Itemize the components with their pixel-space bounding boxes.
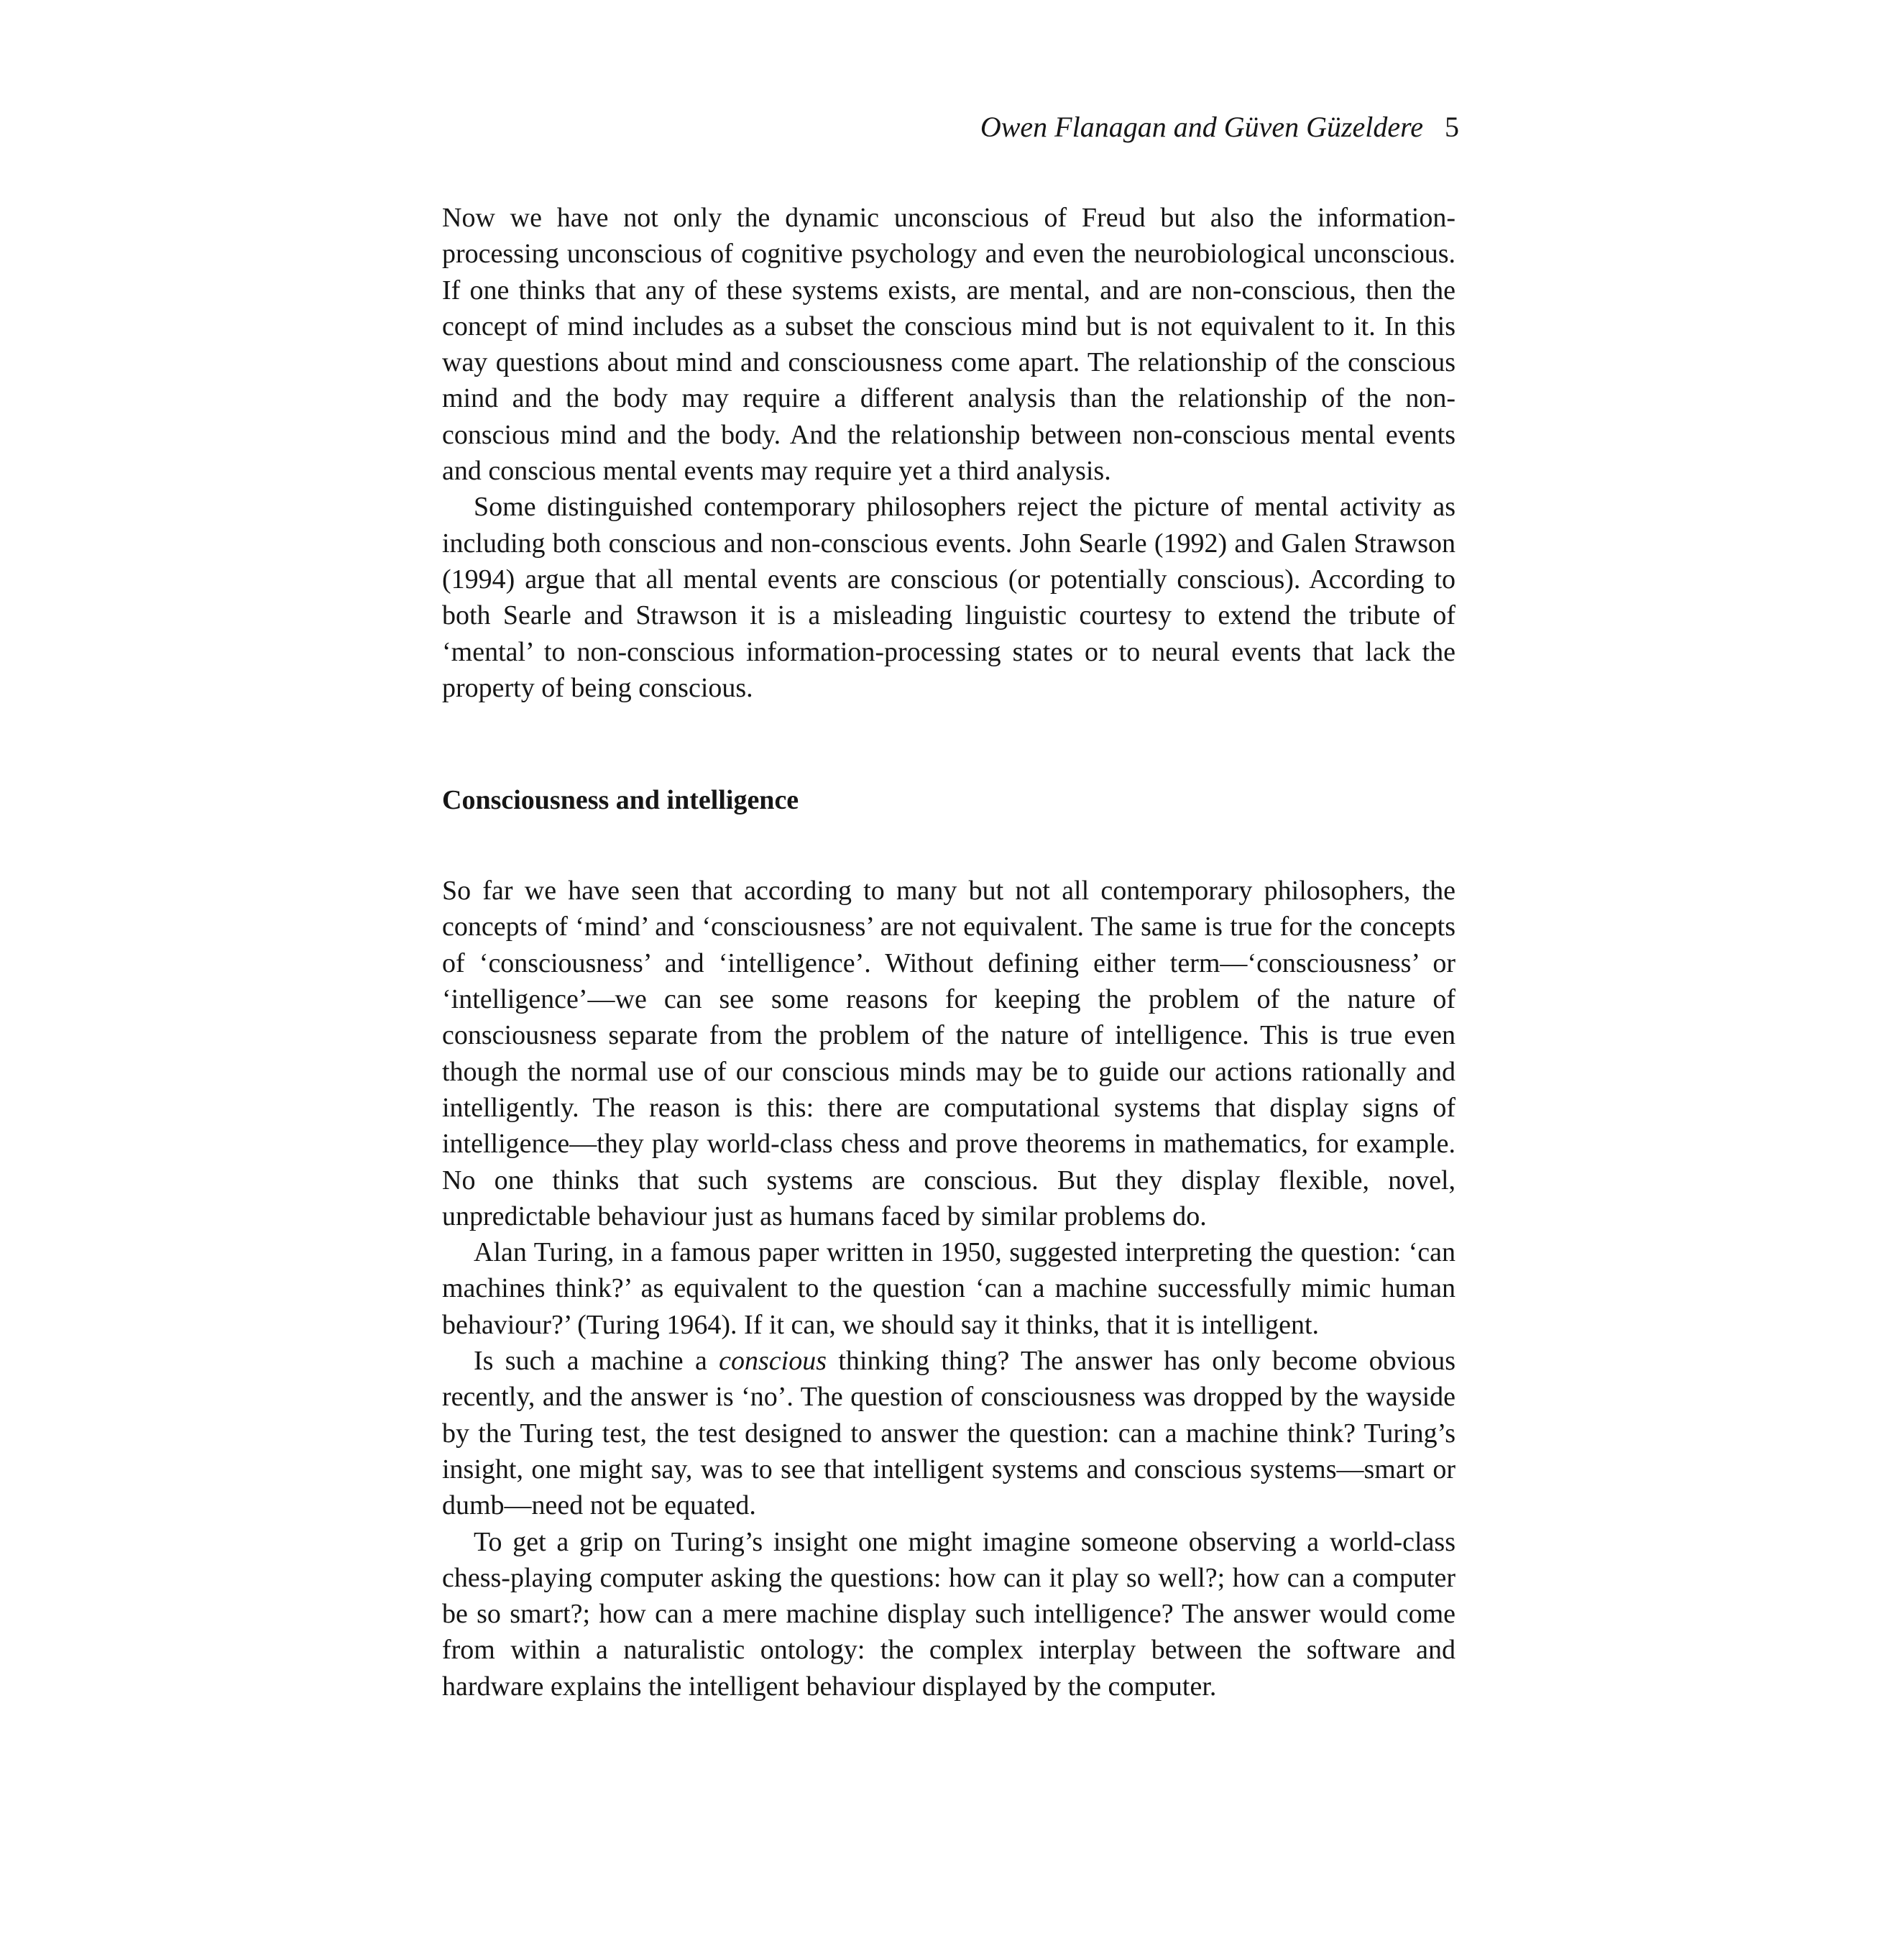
emphasis-conscious: conscious: [719, 1346, 827, 1377]
paragraph-conscious-before: Is such a machine a: [474, 1346, 719, 1377]
body-text: [442, 200, 1455, 1704]
paragraph-conscious-machine: [442, 1343, 1455, 1523]
section-heading: Consciousness and intelligence: [442, 785, 799, 816]
paragraph-mind-intelligence: So far we have seen that according to many but not all contemporary philosophers, the concepts of ‘mind’ and ‘consciousness’ are not equivalent. The same is true for the concepts of ‘consciousness’ and ‘intelligence’. Without defining either term—‘consciousness’ or ‘intelligence’—we can see some reasons for keeping the problem of the nature of consciousness separate from the problem of the nature of intelligence. This is true even though the normal use of our conscious minds may be to guide our actions rationally and intelligently. The reason is this: there are computational systems that display signs of intelligence—they play world-class chess and prove theorems in mathematics, for example. No one thinks that such systems are conscious. But they display flexible, novel, unpredictable behaviour just as humans faced by similar problems do.: [442, 876, 1455, 1231]
paragraph-turing: Alan Turing, in a famous paper written in 1950, suggested interpreting the question: ‘can machines think?’ as equivalent to the question ‘can a machine successfully mimic human behaviour?’ (Turing 1964). If it can, we should say it thinks, that it is intelligent.: [442, 1237, 1455, 1340]
page-number: 5: [1445, 111, 1459, 143]
running-head-authors: Owen Flanagan and Güven Güzeldere: [980, 111, 1423, 143]
paragraph-conscious-after: thinking thing? The answer has only become obvious recently, and the answer is ‘no’. The question of consciousness was dropped by the wayside by the Turing test, the test designed to answer the question: can a machine think? Turing’s insight, one might say, was to see that intelligent systems and conscious systems—smart or dumb—need not be equated.: [442, 1346, 1455, 1521]
paragraph-chess-computer: To get a grip on Turing’s insight one might imagine someone observing a world-class chess-playing computer asking the questions: how can it play so well?; how can a computer be so smart?; how can a mere machine display such intelligence? The answer would come from within a naturalistic ontology: the complex interplay between the software and hardware explains the intelligent behaviour displayed by the computer.: [442, 1526, 1455, 1702]
paragraph-unconscious: Now we have not only the dynamic unconscious of Freud but also the information-processing unconscious of cognitive psychology and even the neurobiological unconscious. If one thinks that any of these systems exists, are mental, and are non-conscious, then the concept of mind includes as a subset the conscious mind but is not equivalent to it. In this way questions about mind and consciousness come apart. The relationship of the conscious mind and the body may require a different analysis than the relationship of the non-conscious mind and the body. And the relationship between non-conscious mental events and conscious mental events may require yet a third analysis.: [442, 203, 1455, 487]
paragraph-searle-strawson: Some distinguished contemporary philosophers reject the picture of mental activity as including both conscious and non-conscious events. John Searle (1992) and Galen Strawson (1994) argue that all mental events are conscious (or potentially conscious). According to both Searle and Strawson it is a misleading linguistic courtesy to extend the tribute of ‘mental’ to non-conscious information-processing states or to neural events that lack the property of being conscious.: [442, 492, 1455, 703]
running-header: [927, 109, 1459, 145]
